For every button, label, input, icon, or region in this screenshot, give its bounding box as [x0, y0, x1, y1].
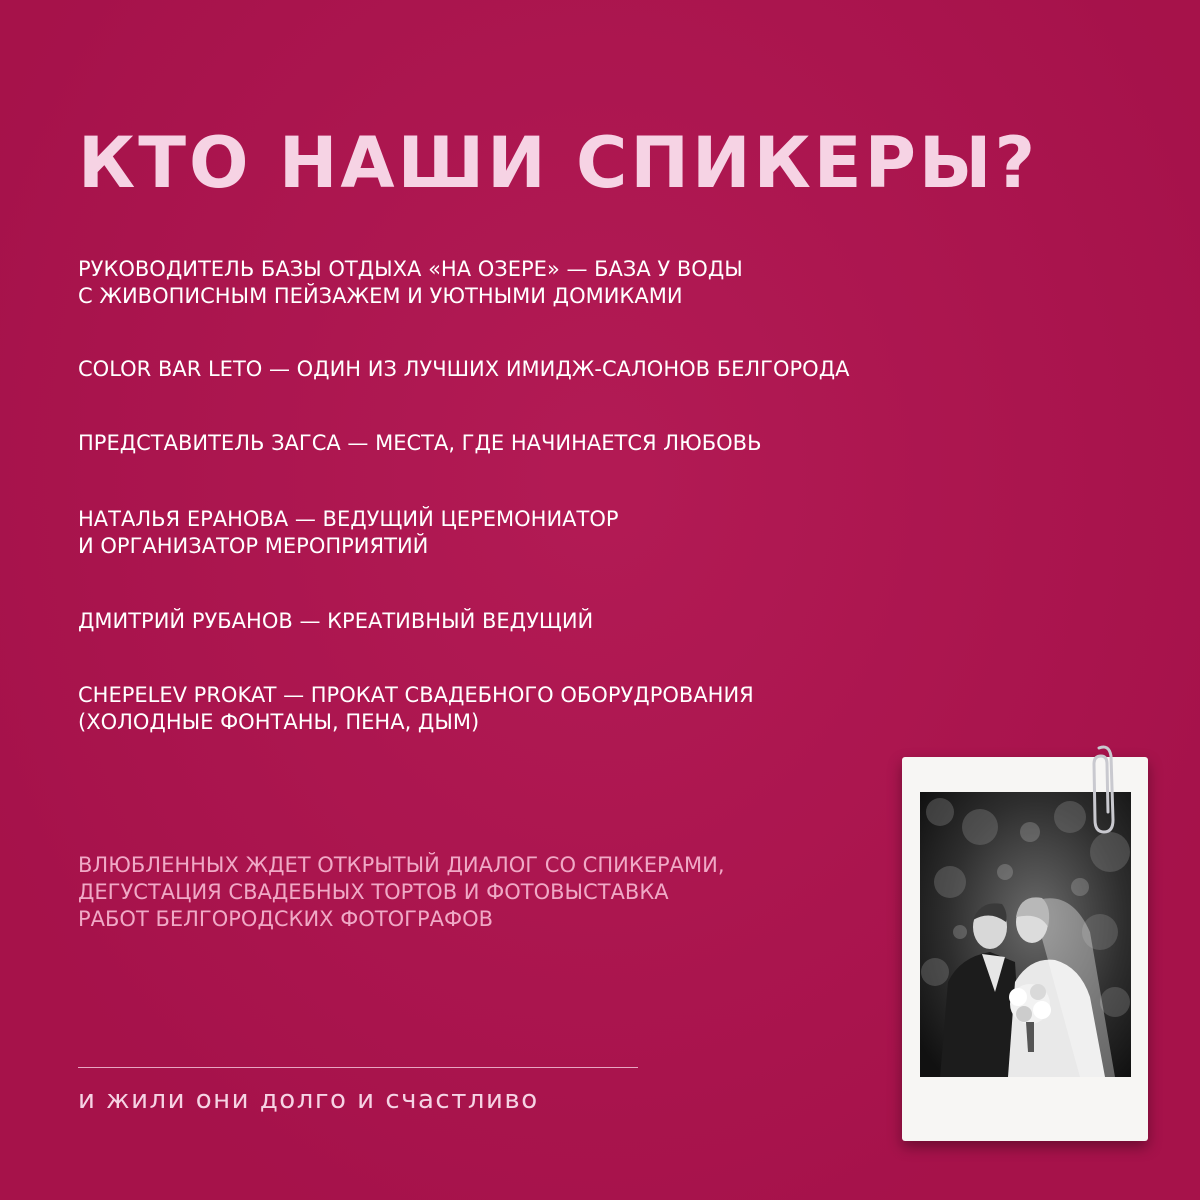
speaker-text-line: И ОРГАНИЗАТОР МЕРОПРИЯТИЙ [78, 534, 429, 558]
speaker-text-line: НАТАЛЬЯ ЕРАНОВА — ВЕДУЩИЙ ЦЕРЕМОНИАТОР [78, 507, 619, 531]
tagline: и жили они долго и счастливо [78, 1085, 539, 1115]
speaker-item [78, 430, 1038, 457]
speaker-item [78, 682, 1038, 736]
speaker-text-line: (ХОЛОДНЫЕ ФОНТАНЫ, ПЕНА, ДЫМ) [78, 710, 480, 734]
page-title: КТО НАШИ СПИКЕРЫ? [78, 122, 1039, 204]
speaker-text-line: CHEPELEV PROKAT — ПРОКАТ СВАДЕБНОГО ОБОРУДРОВАНИЯ [78, 683, 754, 707]
speaker-item [78, 608, 1038, 635]
speaker-text-line: ПРЕДСТАВИТЕЛЬ ЗАГСА — МЕСТА, ГДЕ НАЧИНАЕТСЯ ЛЮБОВЬ [78, 431, 762, 455]
paperclip-icon [1087, 742, 1121, 838]
event-note [78, 852, 878, 933]
speaker-text-line: ДМИТРИЙ РУБАНОВ — КРЕАТИВНЫЙ ВЕДУЩИЙ [78, 609, 594, 633]
speaker-text-line: COLOR BAR LETO — ОДИН ИЗ ЛУЧШИХ ИМИДЖ-САЛОНОВ БЕЛГОРОДА [78, 357, 850, 381]
speaker-item [78, 256, 1038, 310]
speaker-text-line: РУКОВОДИТЕЛЬ БАЗЫ ОТДЫХА «НА ОЗЕРЕ» — БАЗА У ВОДЫ [78, 257, 743, 281]
note-line: ДЕГУСТАЦИЯ СВАДЕБНЫХ ТОРТОВ И ФОТОВЫСТАВКА [78, 880, 669, 904]
note-line: РАБОТ БЕЛГОРОДСКИХ ФОТОГРАФОВ [78, 907, 494, 931]
speaker-text-line: С ЖИВОПИСНЫМ ПЕЙЗАЖЕМ И УЮТНЫМИ ДОМИКАМИ [78, 284, 683, 308]
speaker-item [78, 356, 1038, 383]
speaker-item [78, 506, 1038, 560]
divider [78, 1067, 638, 1068]
note-line: ВЛЮБЛЕННЫХ ЖДЕТ ОТКРЫТЫЙ ДИАЛОГ СО СПИКЕРАМИ, [78, 853, 725, 877]
